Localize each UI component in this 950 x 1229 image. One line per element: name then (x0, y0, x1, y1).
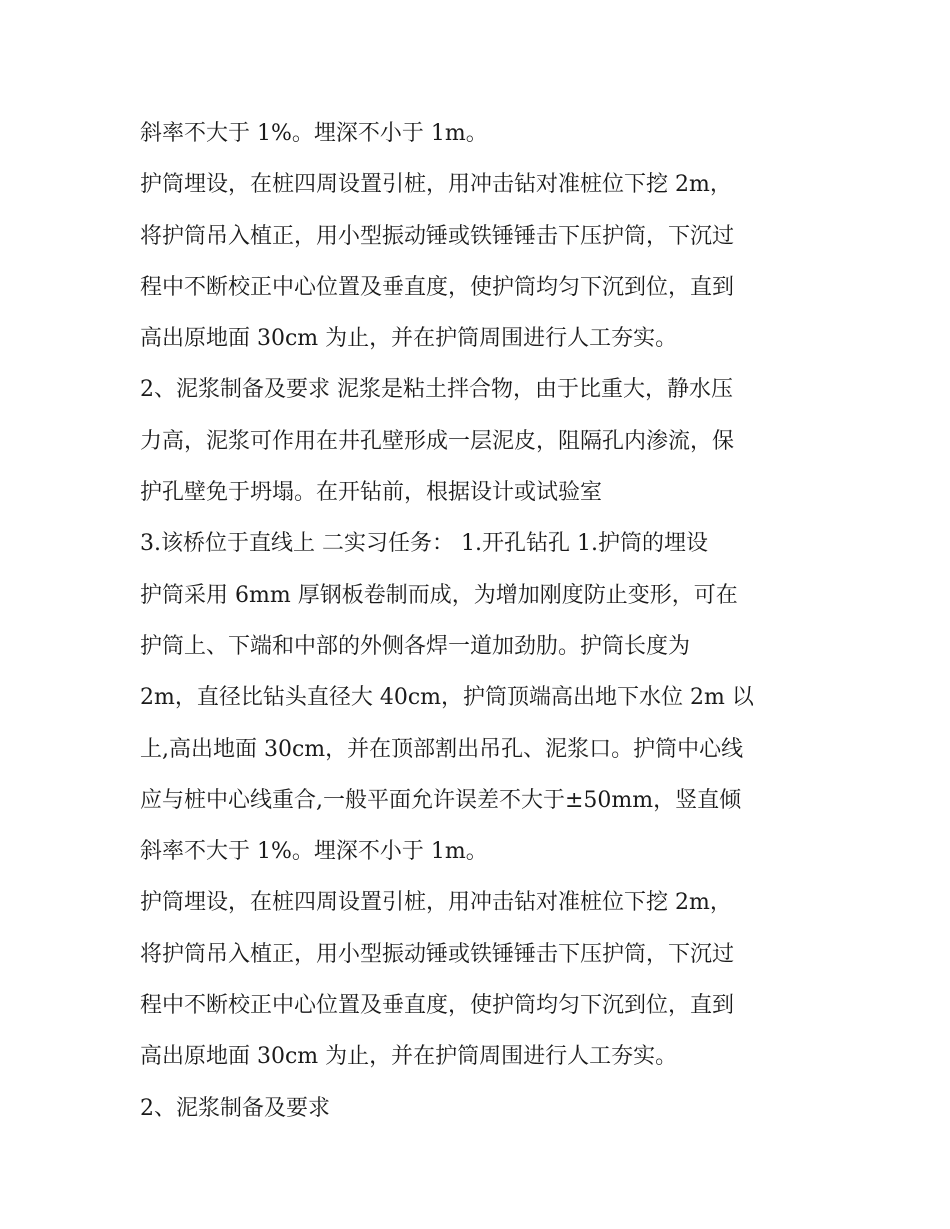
text-line: 护筒埋设，在桩四周设置引桩，用冲击钻对准桩位下挖 2m， (140, 890, 732, 916)
text-line: 斜率不大于 1%。埋深不小于 1m。 (140, 839, 488, 865)
text-line: 程中不断校正中心位置及垂直度，使护筒均匀下沉到位，直到 (140, 274, 735, 300)
text-line: 高出原地面 30cm 为止，并在护筒周围进行人工夯实。 (140, 326, 678, 352)
text-line: 3.该桥位于直线上 二实习任务： 1.开孔钻孔 1.护筒的埋设 (140, 531, 708, 557)
text-line: 应与桩中心线重合,一般平面允许误差不大于±50mm，竖直倾 (140, 787, 742, 813)
text-line: 高出原地面 30cm 为止，并在护筒周围进行人工夯实。 (140, 1044, 678, 1070)
text-line: 将护筒吊入植正，用小型振动锤或铁锤锤击下压护筒，下沉过 (140, 223, 735, 249)
text-line: 护筒埋设，在桩四周设置引桩，用冲击钻对准桩位下挖 2m， (140, 172, 732, 198)
text-line: 护筒上、下端和中部的外侧各焊一道加劲肋。护筒长度为 (140, 633, 691, 659)
text-line: 将护筒吊入植正，用小型振动锤或铁锤锤击下压护筒，下沉过 (140, 941, 735, 967)
text-line: 程中不断校正中心位置及垂直度，使护筒均匀下沉到位，直到 (140, 993, 735, 1019)
text-line: 力高，泥浆可作用在井孔壁形成一层泥皮，阻隔孔内渗流，保 (140, 428, 735, 454)
text-line: 护筒采用 6mm 厚钢板卷制而成，为增加刚度防止变形，可在 (140, 582, 738, 608)
body-text (140, 108, 830, 1134)
text-line: 2、泥浆制备及要求 (140, 1095, 330, 1121)
text-line: 2m，直径比钻头直径大 40cm，护筒顶端高出地下水位 2m 以 (140, 685, 754, 711)
text-line: 斜率不大于 1%。埋深不小于 1m。 (140, 121, 488, 146)
text-line: 护孔壁免于坍塌。在开钻前，根据设计或试验室 (140, 480, 603, 506)
text-line: 上,高出地面 30cm，并在顶部割出吊孔、泥浆口。护筒中心线 (140, 736, 744, 762)
text-line: 2、泥浆制备及要求 泥浆是粘土拌合物，由于比重大，静水压 (140, 377, 733, 403)
